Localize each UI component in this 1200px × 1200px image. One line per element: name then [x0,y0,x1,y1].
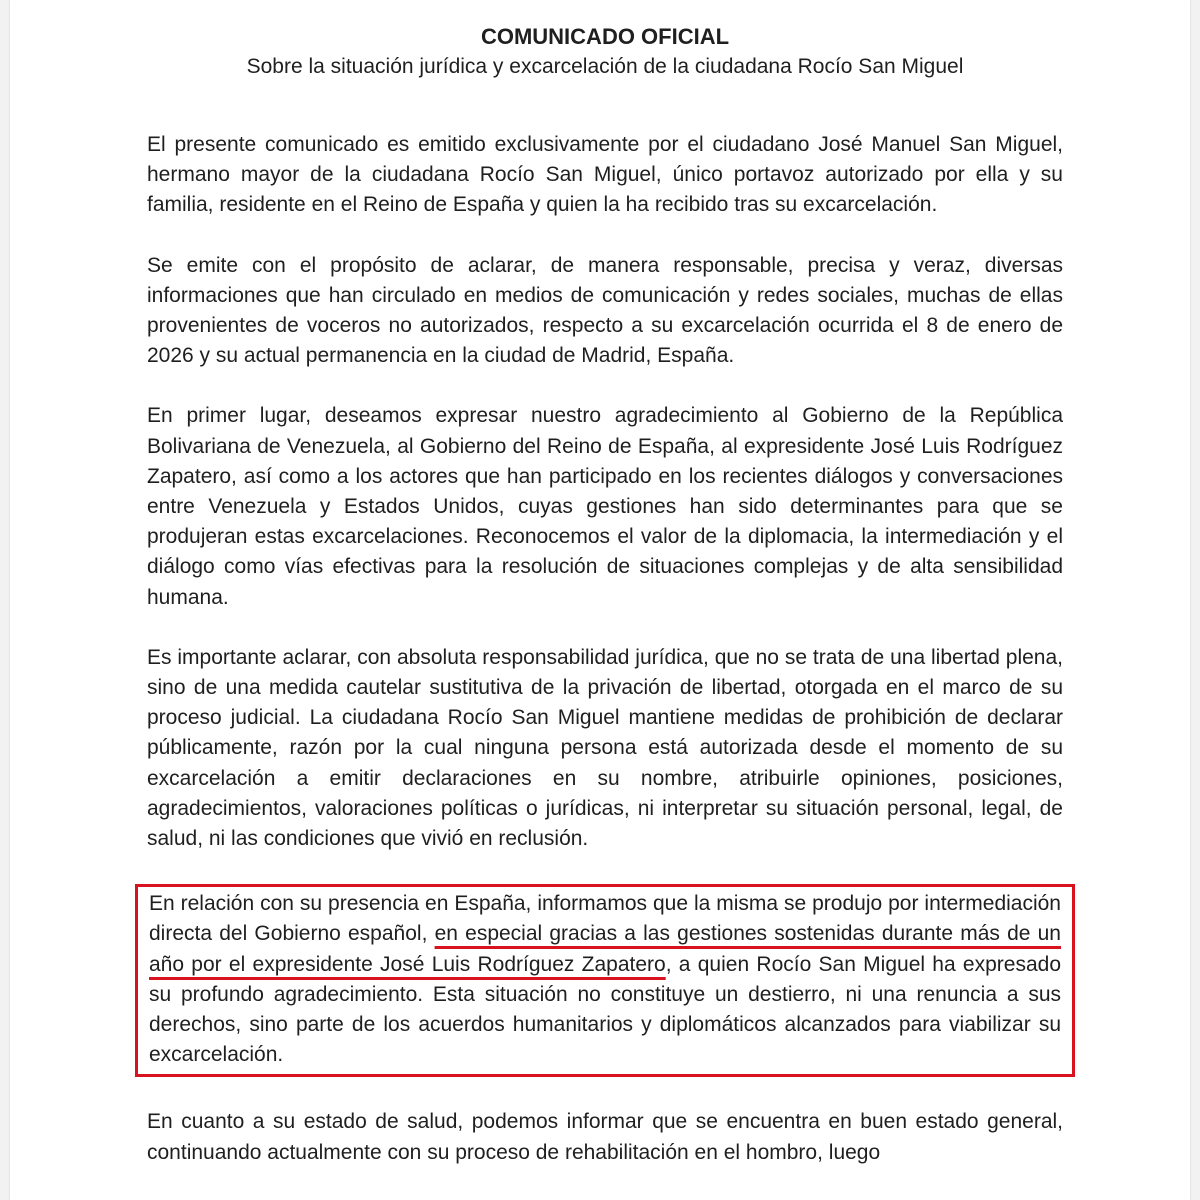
underlined-text: en especial gracias a las gestiones sostenidas durante más de un año por el expresidente José Luis Rodríguez Zapatero [149,922,1061,976]
document-subtitle: Sobre la situación jurídica y excarcelación de la ciudadana Rocío San Miguel [246,55,964,78]
highlight-box [135,884,1075,1077]
paragraph-health: En cuanto a su estado de salud, podemos informar que se encuentra en buen estado general, continuando actualmente con su proceso de rehabilitación en el hombro, luego [147,1110,1063,1164]
paragraph-spokesperson: El presente comunicado es emitido exclusivamente por el ciudadano José Manuel San Miguel, hermano mayor de la ciudadana Rocío San Miguel, único portavoz autorizado por ella y su familia, residente en el Reino de España y quien la ha recibido tras su excarcelación. [147,133,1063,217]
document-page [10,0,1190,1200]
document-content [147,22,1063,1198]
highlight-text-before: En relación con su presencia en España, informamos que la misma se produjo por intermediación directa del Gobierno español, [149,892,1061,946]
paragraph-presence-in-spain [149,887,1061,1074]
paragraph-legal-clarification: Es importante aclarar, con absoluta responsabilidad jurídica, que no se trata de una libertad plena, sino de una medida cautelar sustitutiva de la privación de libertad, otorgada en el marco de su proceso judicial. La ciudadana Rocío San Miguel mantiene medidas de prohibición de declarar públicamente, razón por la cual ninguna persona está autorizada desde el momento de su excarcelación a emitir declaraciones en su nombre, atribuirle opiniones, posiciones, agradecimientos, valoraciones políticas o jurídicas, ni interpretar su situación personal, legal, de salud, ni las condiciones que vivió en reclusión. [147,645,1063,851]
document-title: COMUNICADO OFICIAL [480,24,730,49]
paragraph-purpose: Se emite con el propósito de aclarar, de manera responsable, precisa y veraz, diversas informaciones que han circulado en medios de comunicación y redes sociales, muchas de ellas provenientes de voceros no autorizados, respecto a su excarcelación ocurrida el 8 de enero de 2026 y su actual permanencia en la ciudad de Madrid, España. [147,253,1063,368]
highlight-text-after: , a quien Rocío San Miguel ha expresado su profundo agradecimiento. Esta situación no constituye un destierro, ni una renuncia a sus derechos, sino parte de los acuerdos humanitarios y diplomáticos alcanzados para viabilizar su excarcelación. [149,952,1061,1067]
paragraph-gratitude: En primer lugar, deseamos expresar nuestro agradecimiento al Gobierno de la República Bolivariana de Venezuela, al Gobierno del Reino de España, al expresidente José Luis Rodríguez Zapatero, así como a los actores que han participado en los recientes diálogos y conversaciones entre Venezuela y Estados Unidos, cuyas gestiones han sido determinantes para que se produjeran estas excarcelaciones. Reconocemos el valor de la diplomacia, la intermediación y el diálogo como vías efectivas para la resolución de situaciones complejas y de alta sensibilidad humana. [147,404,1063,609]
